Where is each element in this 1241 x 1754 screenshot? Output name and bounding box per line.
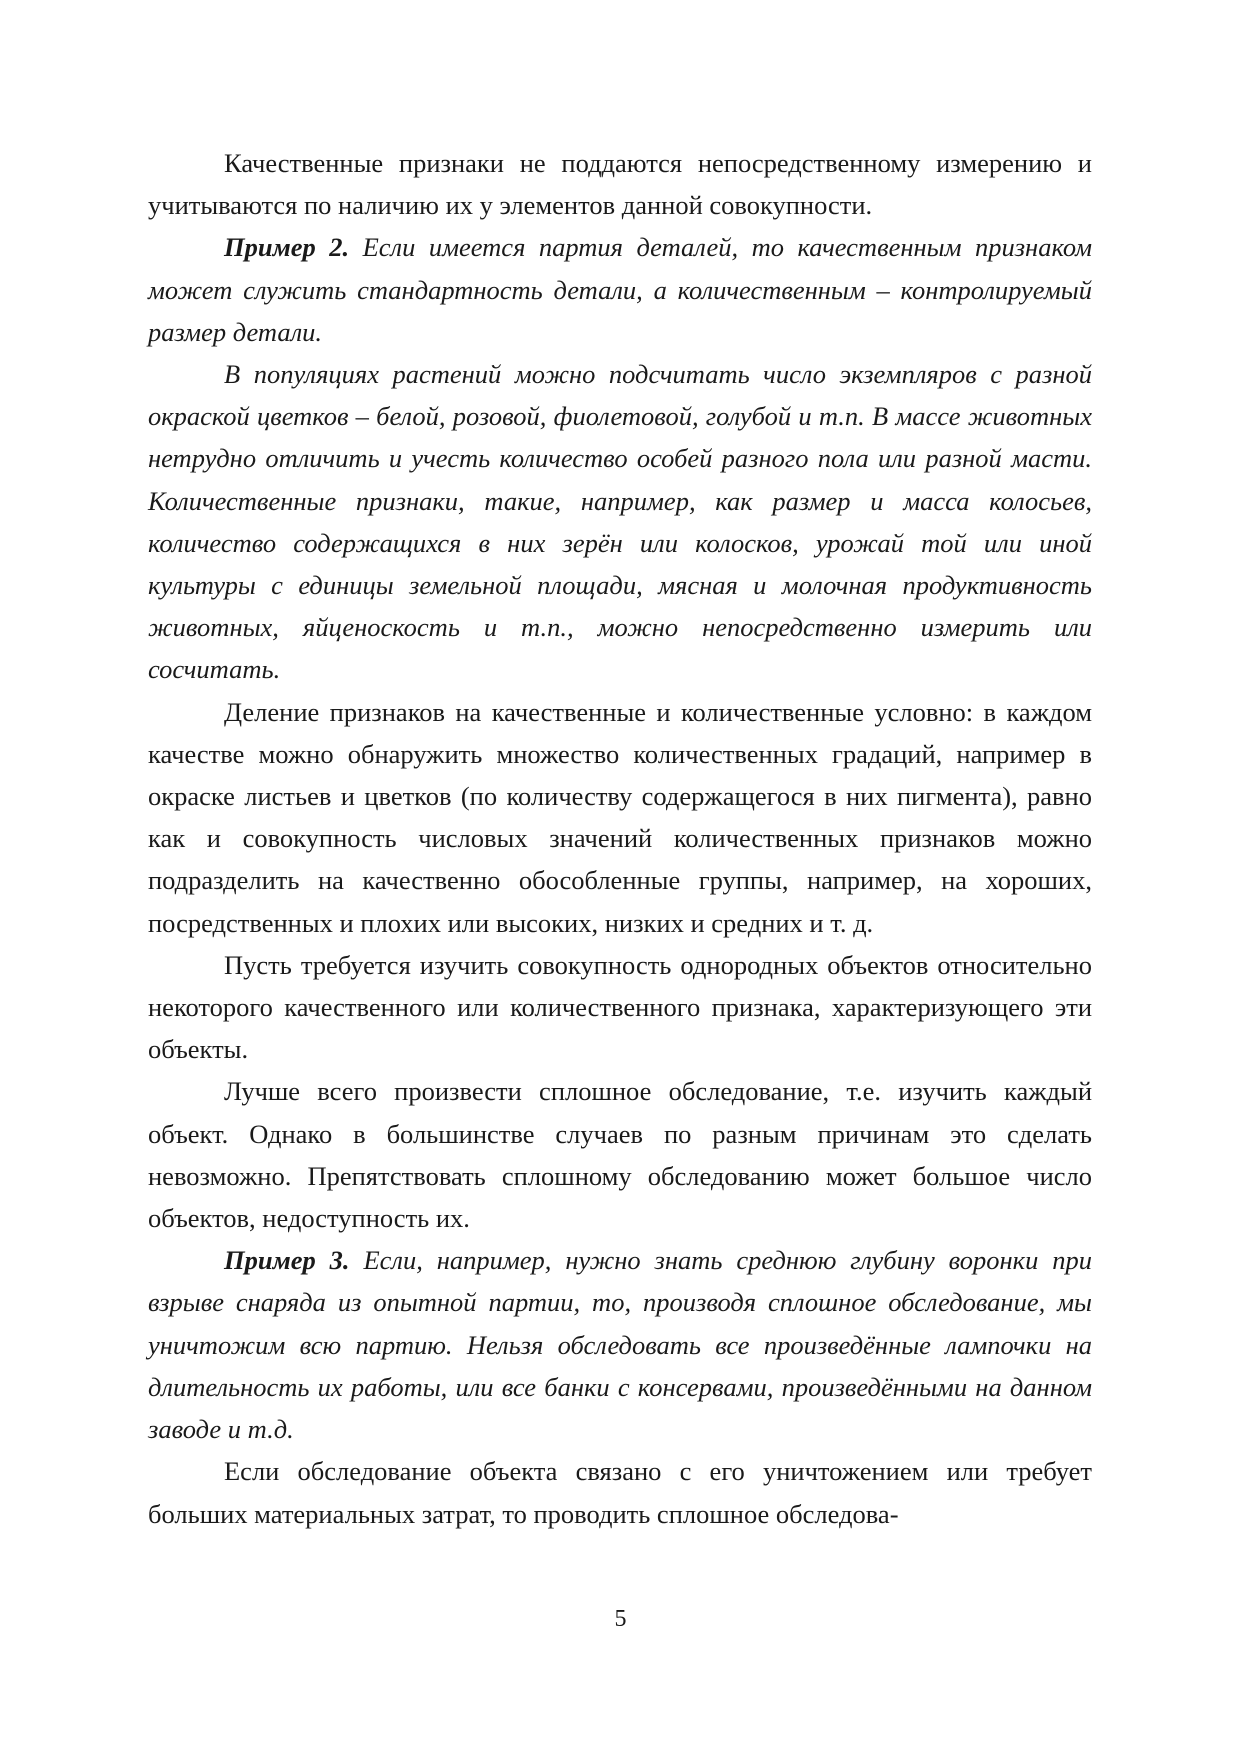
example-3-paragraph [148,1239,1092,1450]
example-2-text: Если имеется партия деталей, то качественным признаком может служить стандартность детали, а количественным – контролируемый размер детали. [148,232,1092,347]
example-3-text: Если, например, нужно знать среднюю глубину воронки при взрыве снаряда из опытной партии, то, производя сплошное обследование, мы уничтожим всю партию. Нельзя обследовать все произведённые лампочки на длительность их работы, или все банки с консервами, произведёнными на данном заводе и т.д. [148,1245,1092,1445]
paragraph-division-of-attributes: Деление признаков на качественные и количественные условно: в каждом качестве можно обнаружить множество количественных градаций, например в окраске листьев и цветков (по количеству содержащегося в них пигмента), равно как и совокупность числовых значений количественных признаков можно подразделить на качественно обособленные группы, например, на хороших, посредственных и плохих или высоких, низких и средних и т. д. [148,696,1092,938]
paragraph-qualitative-attributes: Качественные признаки не поддаются непосредственному измерению и учитываются по наличию их у элементов данной совокупности. [148,148,1092,221]
page-number: 5 [614,1606,627,1632]
page-body [148,142,1092,1535]
paragraph-study-population: Пусть требуется изучить совокупность однородных объектов относительно некоторого качественного или количественного признака, характеризующего эти объекты. [148,949,1092,1065]
paragraph-populations: В популяциях растений можно подсчитать число экземпляров с разной окраской цветков – белой, розовой, фиолетовой, голубой и т.п. В массе животных нетрудно отличить и учесть количество особей разного пола или разной масти. Количественные признаки, такие, например, как размер и масса колосьев, количество содержащихся в них зерён или колосков, урожай той или иной культуры с единицы земельной площади, мясная и молочная продуктивность животных, яйценоскость и т.п., можно непосредственно измерить или сосчитать. [148,359,1092,685]
example-2-paragraph [148,226,1092,353]
paragraph-full-survey: Лучше всего произвести сплошное обследование, т.е. изучить каждый объект. Однако в большинстве случаев по разным причинам это сделать невозможно. Препятствовать сплошному обследованию может большое число объектов, недоступность их. [148,1076,1092,1234]
example-3-label: Пример 3. [224,1245,350,1276]
paragraph-survey-destruction: Если обследование объекта связано с его уничтожением или требует больших материальных затрат, то проводить сплошное обследова- [148,1456,1092,1529]
example-2-label: Пример 2. [224,232,350,263]
